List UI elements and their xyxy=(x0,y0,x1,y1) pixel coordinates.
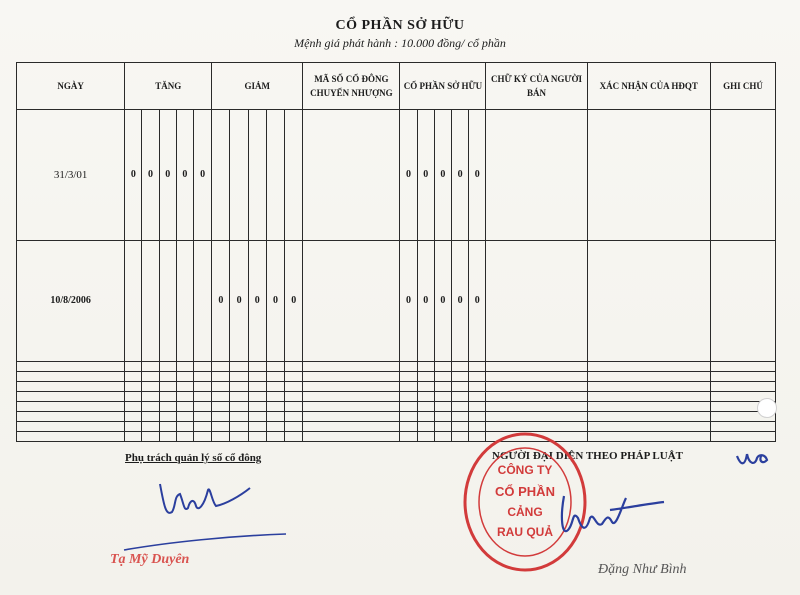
header-co-phan: CỔ PHẦN SỞ HỮU xyxy=(400,63,486,110)
right-signature xyxy=(550,488,670,548)
giam-digit-cell xyxy=(230,411,248,421)
giam-digit-cell xyxy=(285,391,303,401)
giam-digit-cell xyxy=(230,431,248,441)
giam-digit-cell: 0 xyxy=(285,240,303,361)
table-row xyxy=(17,421,776,431)
so-huu-digit-cell xyxy=(434,401,451,411)
so-huu-digit-cell: 0 xyxy=(400,240,417,361)
chu-ky-cell xyxy=(486,371,587,381)
tang-digit-cell xyxy=(142,431,159,441)
left-signatory-label: Phụ trách quản lý số cổ đông xyxy=(125,452,262,464)
tang-digit-cell xyxy=(176,421,193,431)
giam-digit-cell xyxy=(248,411,266,421)
svg-text:RAU QUẢ: RAU QUẢ xyxy=(497,525,553,539)
so-huu-digit-cell: 0 xyxy=(469,240,486,361)
chu-ky-cell xyxy=(486,391,587,401)
giam-digit-cell xyxy=(212,361,230,371)
ma-so-cell xyxy=(303,421,400,431)
tang-digit-cell: 0 xyxy=(125,110,142,241)
so-huu-digit-cell xyxy=(400,381,417,391)
giam-digit-cell xyxy=(212,381,230,391)
tang-digit-cell xyxy=(159,391,176,401)
tang-digit-cell xyxy=(176,381,193,391)
tang-digit-cell xyxy=(125,391,142,401)
giam-digit-cell xyxy=(248,381,266,391)
giam-digit-cell xyxy=(248,421,266,431)
ghi-chu-cell xyxy=(711,110,776,241)
tang-digit-cell xyxy=(159,371,176,381)
right-signatory-label: NGƯỜI ĐẠI DIỆN THEO PHÁP LUẬT xyxy=(492,450,683,462)
tang-digit-cell xyxy=(142,391,159,401)
giam-digit-cell xyxy=(212,371,230,381)
so-huu-digit-cell xyxy=(469,371,486,381)
giam-digit-cell xyxy=(248,361,266,371)
date-cell xyxy=(17,421,125,431)
so-huu-digit-cell xyxy=(400,431,417,441)
giam-digit-cell xyxy=(285,411,303,421)
tang-digit-cell xyxy=(125,411,142,421)
giam-digit-cell xyxy=(266,421,284,431)
so-huu-digit-cell xyxy=(452,381,469,391)
table-row xyxy=(17,391,776,401)
giam-digit-cell xyxy=(266,431,284,441)
xac-nhan-cell xyxy=(587,391,710,401)
so-huu-digit-cell xyxy=(417,371,434,381)
date-cell xyxy=(17,431,125,441)
chu-ky-cell xyxy=(486,411,587,421)
tang-digit-cell: 0 xyxy=(142,110,159,241)
so-huu-digit-cell xyxy=(452,401,469,411)
giam-digit-cell xyxy=(285,381,303,391)
tang-digit-cell xyxy=(194,371,212,381)
so-huu-digit-cell: 0 xyxy=(452,110,469,241)
xac-nhan-cell xyxy=(587,401,710,411)
so-huu-digit-cell: 0 xyxy=(417,240,434,361)
table-row xyxy=(17,411,776,421)
xac-nhan-cell xyxy=(587,381,710,391)
xac-nhan-cell xyxy=(587,240,710,361)
so-huu-digit-cell: 0 xyxy=(434,240,451,361)
table-row xyxy=(17,371,776,381)
giam-digit-cell xyxy=(230,361,248,371)
ghi-chu-cell xyxy=(711,240,776,361)
so-huu-digit-cell xyxy=(452,361,469,371)
so-huu-digit-cell xyxy=(469,381,486,391)
giam-digit-cell: 0 xyxy=(266,240,284,361)
giam-digit-cell xyxy=(266,110,284,241)
xac-nhan-cell xyxy=(587,361,710,371)
svg-text:CẢNG: CẢNG xyxy=(507,505,543,519)
so-huu-digit-cell xyxy=(417,431,434,441)
so-huu-digit-cell xyxy=(452,371,469,381)
tang-digit-cell xyxy=(176,431,193,441)
tang-digit-cell xyxy=(142,361,159,371)
giam-digit-cell xyxy=(230,391,248,401)
giam-digit-cell xyxy=(212,401,230,411)
chu-ky-cell xyxy=(486,401,587,411)
ma-so-cell xyxy=(303,431,400,441)
giam-digit-cell xyxy=(285,431,303,441)
tang-digit-cell xyxy=(176,401,193,411)
tang-digit-cell xyxy=(176,371,193,381)
tang-digit-cell xyxy=(125,421,142,431)
ma-so-cell xyxy=(303,361,400,371)
svg-text:CỔ PHẦN: CỔ PHẦN xyxy=(495,484,555,499)
tang-digit-cell xyxy=(159,411,176,421)
header-xac-nhan: XÁC NHẬN CỦA HĐQT xyxy=(587,63,710,110)
so-huu-digit-cell xyxy=(469,401,486,411)
so-huu-digit-cell xyxy=(452,391,469,401)
tang-digit-cell xyxy=(159,381,176,391)
tang-digit-cell xyxy=(159,421,176,431)
so-huu-digit-cell xyxy=(417,361,434,371)
giam-digit-cell xyxy=(212,421,230,431)
ma-so-cell xyxy=(303,371,400,381)
so-huu-digit-cell xyxy=(400,371,417,381)
tang-digit-cell xyxy=(194,381,212,391)
table-row xyxy=(17,110,776,241)
tang-digit-cell xyxy=(194,411,212,421)
header-chu-ky: CHỮ KÝ CỦA NGƯỜI BÁN xyxy=(486,63,587,110)
tang-digit-cell xyxy=(142,371,159,381)
tang-digit-cell xyxy=(176,411,193,421)
page-title: CỔ PHẦN SỞ HỮU xyxy=(335,18,465,33)
tang-digit-cell xyxy=(142,401,159,411)
giam-digit-cell xyxy=(230,421,248,431)
giam-digit-cell xyxy=(266,381,284,391)
tang-digit-cell xyxy=(125,240,142,361)
so-huu-digit-cell xyxy=(434,361,451,371)
ledger-table xyxy=(16,62,776,442)
giam-digit-cell xyxy=(248,401,266,411)
tang-digit-cell xyxy=(125,431,142,441)
xac-nhan-cell xyxy=(587,431,710,441)
giam-digit-cell xyxy=(248,391,266,401)
chu-ky-cell xyxy=(486,381,587,391)
giam-digit-cell: 0 xyxy=(230,240,248,361)
tang-digit-cell xyxy=(159,361,176,371)
so-huu-digit-cell xyxy=(434,391,451,401)
tang-digit-cell xyxy=(142,381,159,391)
so-huu-digit-cell xyxy=(417,421,434,431)
ghi-chu-cell xyxy=(711,371,776,381)
so-huu-digit-cell xyxy=(469,411,486,421)
tang-digit-cell xyxy=(159,431,176,441)
tang-digit-cell xyxy=(194,361,212,371)
giam-digit-cell xyxy=(285,110,303,241)
so-huu-digit-cell xyxy=(400,411,417,421)
header-tang: TĂNG xyxy=(125,63,212,110)
date-cell xyxy=(17,371,125,381)
so-huu-digit-cell xyxy=(434,371,451,381)
giam-digit-cell xyxy=(285,371,303,381)
so-huu-digit-cell xyxy=(417,391,434,401)
xac-nhan-cell xyxy=(587,110,710,241)
so-huu-digit-cell xyxy=(452,411,469,421)
giam-digit-cell xyxy=(285,421,303,431)
ma-so-cell xyxy=(303,381,400,391)
table-row xyxy=(17,361,776,371)
date-cell: 31/3/01 xyxy=(17,110,125,241)
giam-digit-cell xyxy=(230,381,248,391)
tang-digit-cell xyxy=(142,240,159,361)
tang-digit-cell xyxy=(125,381,142,391)
date-cell xyxy=(17,361,125,371)
ma-so-cell xyxy=(303,110,400,241)
ghi-chu-cell xyxy=(711,421,776,431)
chu-ky-cell xyxy=(486,240,587,361)
so-huu-digit-cell: 0 xyxy=(417,110,434,241)
tang-digit-cell xyxy=(176,240,193,361)
chu-ky-cell xyxy=(486,361,587,371)
header-giam: GIẢM xyxy=(212,63,303,110)
so-huu-digit-cell: 0 xyxy=(400,110,417,241)
giam-digit-cell xyxy=(285,361,303,371)
giam-digit-cell xyxy=(266,361,284,371)
tang-digit-cell: 0 xyxy=(194,110,212,241)
so-huu-digit-cell xyxy=(434,381,451,391)
giam-digit-cell xyxy=(266,411,284,421)
date-cell xyxy=(17,401,125,411)
initials-mark xyxy=(733,446,773,472)
header-ngay: NGÀY xyxy=(17,63,125,110)
xac-nhan-cell xyxy=(587,371,710,381)
giam-digit-cell xyxy=(248,110,266,241)
giam-digit-cell xyxy=(266,391,284,401)
page-subtitle: Mệnh giá phát hành : 10.000 đồng/ cổ phần xyxy=(294,36,506,50)
chu-ky-cell xyxy=(486,110,587,241)
so-huu-digit-cell: 0 xyxy=(452,240,469,361)
giam-digit-cell xyxy=(230,401,248,411)
so-huu-digit-cell xyxy=(434,431,451,441)
date-cell xyxy=(17,381,125,391)
tang-digit-cell xyxy=(194,431,212,441)
giam-digit-cell xyxy=(248,371,266,381)
table-header-row xyxy=(17,63,776,110)
so-huu-digit-cell: 0 xyxy=(469,110,486,241)
so-huu-digit-cell xyxy=(400,401,417,411)
giam-digit-cell xyxy=(230,371,248,381)
giam-digit-cell xyxy=(212,110,230,241)
tang-digit-cell xyxy=(142,421,159,431)
giam-digit-cell: 0 xyxy=(212,240,230,361)
ghi-chu-cell xyxy=(711,381,776,391)
tang-digit-cell: 0 xyxy=(159,110,176,241)
left-signature xyxy=(150,476,270,526)
so-huu-digit-cell: 0 xyxy=(434,110,451,241)
giam-digit-cell xyxy=(266,371,284,381)
so-huu-digit-cell xyxy=(434,421,451,431)
tang-digit-cell xyxy=(125,401,142,411)
so-huu-digit-cell xyxy=(417,401,434,411)
tang-digit-cell xyxy=(194,401,212,411)
tang-digit-cell xyxy=(194,240,212,361)
tang-digit-cell xyxy=(159,401,176,411)
giam-digit-cell xyxy=(285,401,303,411)
tang-digit-cell: 0 xyxy=(176,110,193,241)
tang-digit-cell xyxy=(176,361,193,371)
right-signatory-name: Đặng Như Bình xyxy=(598,562,687,577)
ma-so-cell xyxy=(303,401,400,411)
table-row xyxy=(17,401,776,411)
so-huu-digit-cell xyxy=(469,361,486,371)
ma-so-cell xyxy=(303,411,400,421)
giam-digit-cell xyxy=(266,401,284,411)
svg-text:CÔNG TY: CÔNG TY xyxy=(497,463,553,477)
date-cell: 10/8/2006 xyxy=(17,240,125,361)
giam-digit-cell xyxy=(212,431,230,441)
so-huu-digit-cell xyxy=(434,411,451,421)
header-ghi-chu: GHI CHÚ xyxy=(711,63,776,110)
tang-digit-cell xyxy=(142,411,159,421)
ma-so-cell xyxy=(303,391,400,401)
so-huu-digit-cell xyxy=(469,391,486,401)
tang-digit-cell xyxy=(159,240,176,361)
table-row xyxy=(17,240,776,361)
xac-nhan-cell xyxy=(587,411,710,421)
date-cell xyxy=(17,391,125,401)
punch-hole xyxy=(757,398,777,418)
giam-digit-cell xyxy=(212,391,230,401)
tang-digit-cell xyxy=(194,421,212,431)
tang-digit-cell xyxy=(176,391,193,401)
so-huu-digit-cell xyxy=(400,391,417,401)
giam-digit-cell: 0 xyxy=(248,240,266,361)
table-row xyxy=(17,431,776,441)
ma-so-cell xyxy=(303,240,400,361)
giam-digit-cell xyxy=(248,431,266,441)
header-ma-so: MÃ SỐ CỔ ĐÔNG CHUYỂN NHƯỢNG xyxy=(303,63,400,110)
giam-digit-cell xyxy=(230,110,248,241)
giam-digit-cell xyxy=(212,411,230,421)
so-huu-digit-cell xyxy=(400,361,417,371)
table-row xyxy=(17,381,776,391)
ghi-chu-cell xyxy=(711,361,776,371)
so-huu-digit-cell xyxy=(417,411,434,421)
tang-digit-cell xyxy=(194,391,212,401)
xac-nhan-cell xyxy=(587,421,710,431)
date-cell xyxy=(17,411,125,421)
so-huu-digit-cell xyxy=(417,381,434,391)
tang-digit-cell xyxy=(125,361,142,371)
ghi-chu-cell xyxy=(711,431,776,441)
tang-digit-cell xyxy=(125,371,142,381)
left-signatory-name: Tạ Mỹ Duyên xyxy=(110,552,190,567)
so-huu-digit-cell xyxy=(400,421,417,431)
